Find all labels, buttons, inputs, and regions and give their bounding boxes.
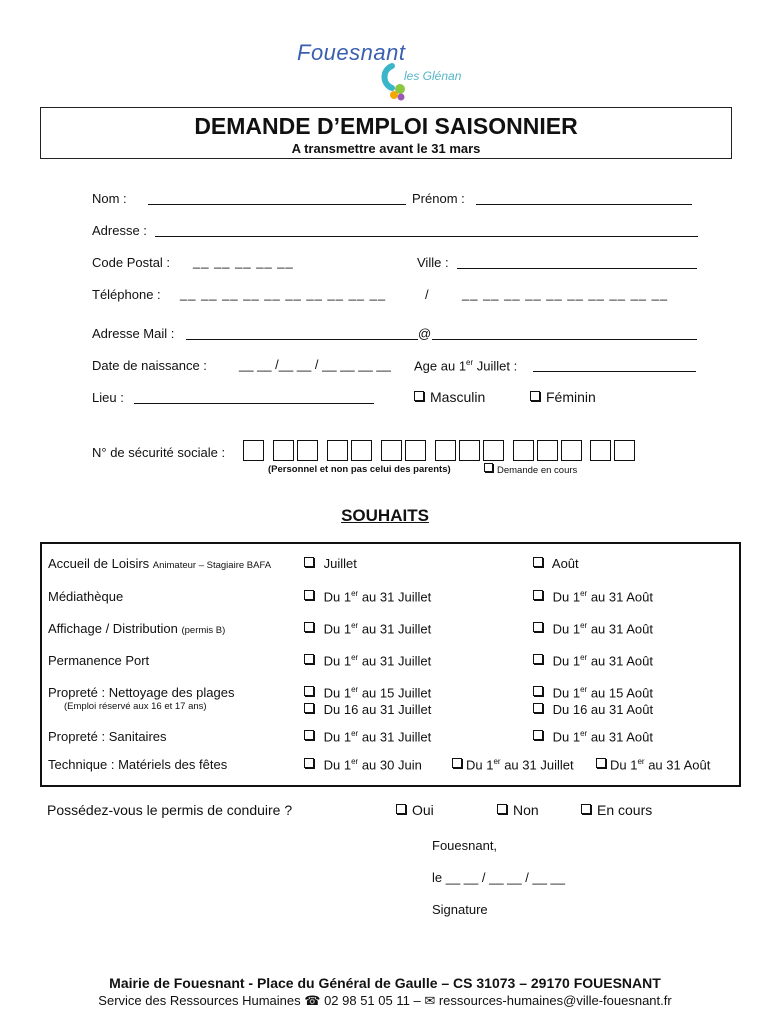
checkbox-icon — [533, 703, 543, 713]
nom-label: Nom : — [92, 191, 127, 206]
age-label: Age au 1er Juillet : — [414, 358, 518, 374]
email-field-domain[interactable] — [432, 339, 697, 340]
checkbox-icon — [484, 463, 493, 472]
checkbox-icon — [596, 758, 606, 768]
email-field-user[interactable] — [186, 339, 418, 340]
naissance-field[interactable]: __ __ /__ __ / __ __ __ __ — [239, 357, 391, 372]
souhait-option[interactable]: Du 1er au 31 Août — [533, 729, 653, 744]
signature-label: Signature — [432, 902, 488, 917]
nss-label: N° de sécurité sociale : — [92, 445, 226, 460]
souhait-option[interactable]: Du 1er au 31 Août — [533, 589, 653, 604]
masculin-option[interactable]: Masculin — [414, 389, 485, 405]
nss-demande-option[interactable]: Demande en cours — [484, 463, 577, 476]
page-title: DEMANDE D’EMPLOI SAISONNIER — [194, 113, 578, 139]
checkbox-icon — [304, 758, 314, 768]
telephone-field-1[interactable]: __ __ __ __ __ __ __ __ __ __ — [180, 286, 387, 301]
prenom-field[interactable] — [476, 204, 692, 205]
code-postal-field[interactable]: __ __ __ __ __ — [193, 254, 294, 269]
envelope-icon: ✉ — [424, 993, 436, 1008]
email-at: @ — [418, 326, 432, 341]
age-field[interactable] — [533, 371, 696, 372]
checkbox-icon — [530, 391, 540, 401]
checkbox-icon — [304, 590, 314, 600]
lieu-label: Lieu : — [92, 390, 124, 405]
checkbox-icon — [533, 654, 543, 664]
souhait-option[interactable]: Juillet — [304, 556, 357, 571]
checkbox-icon — [452, 758, 462, 768]
checkbox-icon — [533, 686, 543, 696]
permis-en-cours[interactable]: En cours — [581, 802, 652, 818]
checkbox-icon — [581, 804, 591, 814]
souhaits-title: SOUHAITS — [341, 506, 429, 525]
logo-title: Fouesnant — [297, 40, 406, 65]
phone-icon: ☎ — [304, 993, 321, 1008]
checkbox-icon — [533, 557, 543, 567]
feminin-option[interactable]: Féminin — [530, 389, 596, 405]
ville-field[interactable] — [457, 268, 697, 269]
souhait-label: Permanence Port — [48, 653, 150, 668]
souhait-option[interactable]: Du 1er au 15 Août — [533, 685, 653, 700]
title-box — [40, 107, 732, 159]
checkbox-icon — [533, 730, 543, 740]
souhait-option[interactable]: Du 1er au 31 Août — [596, 757, 710, 772]
souhait-option[interactable]: Du 1er au 31 Juillet — [304, 653, 431, 668]
checkbox-icon — [533, 622, 543, 632]
souhait-option[interactable]: Du 1er au 31 Juillet — [304, 729, 431, 744]
nom-field[interactable] — [148, 204, 406, 205]
souhait-option[interactable]: Du 1er au 15 Juillet — [304, 685, 431, 700]
nss-group-5[interactable] — [435, 440, 507, 462]
nss-group-6[interactable] — [513, 440, 585, 462]
signature-city: Fouesnant, — [432, 838, 498, 853]
souhait-option[interactable]: Du 1er au 31 Juillet — [304, 621, 431, 636]
footer-address: Mairie de Fouesnant - Place du Général de Gaulle – CS 31073 – 29170 FOUESNANT — [109, 975, 661, 991]
footer-contact: Service des Ressources Humaines ☎ 02 98 51 05 11 – ✉ ressources-humaines@ville-fouesnant.fr — [98, 993, 672, 1008]
checkbox-icon — [304, 557, 314, 567]
checkbox-icon — [304, 622, 314, 632]
checkbox-icon — [396, 804, 406, 814]
nss-group-1[interactable] — [243, 440, 267, 462]
souhait-label: Technique : Matériels des fêtes — [48, 757, 228, 772]
souhait-label: Affichage / Distribution (permis B) — [48, 621, 226, 636]
souhait-option[interactable]: Du 16 au 31 Août — [533, 702, 653, 717]
nss-group-3[interactable] — [327, 440, 375, 462]
telephone-field-2[interactable]: __ __ __ __ __ __ __ __ __ __ — [462, 286, 669, 301]
permis-non[interactable]: Non — [497, 802, 539, 818]
nss-group-2[interactable] — [273, 440, 321, 462]
souhait-option[interactable]: Du 16 au 31 Juillet — [304, 702, 431, 717]
checkbox-icon — [304, 730, 314, 740]
checkbox-icon — [533, 590, 543, 600]
checkbox-icon — [414, 391, 424, 401]
nss-note: (Personnel et non pas celui des parents) — [268, 464, 451, 475]
prenom-label: Prénom : — [412, 191, 465, 206]
checkbox-icon — [497, 804, 507, 814]
telephone-label: Téléphone : — [92, 287, 161, 302]
souhait-option[interactable]: Du 1er au 31 Août — [533, 621, 653, 636]
souhait-option[interactable]: Du 1er au 31 Juillet — [452, 757, 574, 772]
souhait-label: Propreté : Sanitaires — [48, 729, 167, 744]
souhait-option[interactable]: Du 1er au 31 Juillet — [304, 589, 431, 604]
souhait-option[interactable]: Du 1er au 31 Août — [533, 653, 653, 668]
telephone-separator: / — [425, 287, 429, 302]
souhait-option[interactable]: Août — [533, 556, 579, 571]
code-postal-label: Code Postal : — [92, 255, 171, 270]
souhait-note: (Emploi réservé aux 16 et 17 ans) — [64, 701, 207, 712]
nss-group-4[interactable] — [381, 440, 429, 462]
checkbox-icon — [304, 654, 314, 664]
nss-group-7[interactable] — [590, 440, 638, 462]
lieu-field[interactable] — [134, 403, 374, 404]
checkbox-icon — [304, 686, 314, 696]
souhait-label: Médiathèque — [48, 589, 124, 604]
naissance-label: Date de naissance : — [92, 358, 207, 373]
souhait-option[interactable]: Du 1er au 30 Juin — [304, 757, 422, 772]
adresse-label: Adresse : — [92, 223, 147, 238]
permis-question: Possédez-vous le permis de conduire ? — [47, 802, 293, 818]
permis-oui[interactable]: Oui — [396, 802, 434, 818]
page-subtitle: A transmettre avant le 31 mars — [291, 141, 481, 156]
adresse-field[interactable] — [155, 236, 698, 237]
signature-date[interactable]: le __ __ / __ __ / __ __ — [432, 870, 565, 885]
email-label: Adresse Mail : — [92, 326, 175, 341]
souhait-label: Accueil de Loisirs Animateur – Stagiaire BAFA — [48, 556, 272, 571]
checkbox-icon — [304, 703, 314, 713]
ville-label: Ville : — [417, 255, 449, 270]
logo-subtitle: les Glénan — [404, 69, 462, 83]
souhait-label: Propreté : Nettoyage des plages — [48, 685, 235, 700]
